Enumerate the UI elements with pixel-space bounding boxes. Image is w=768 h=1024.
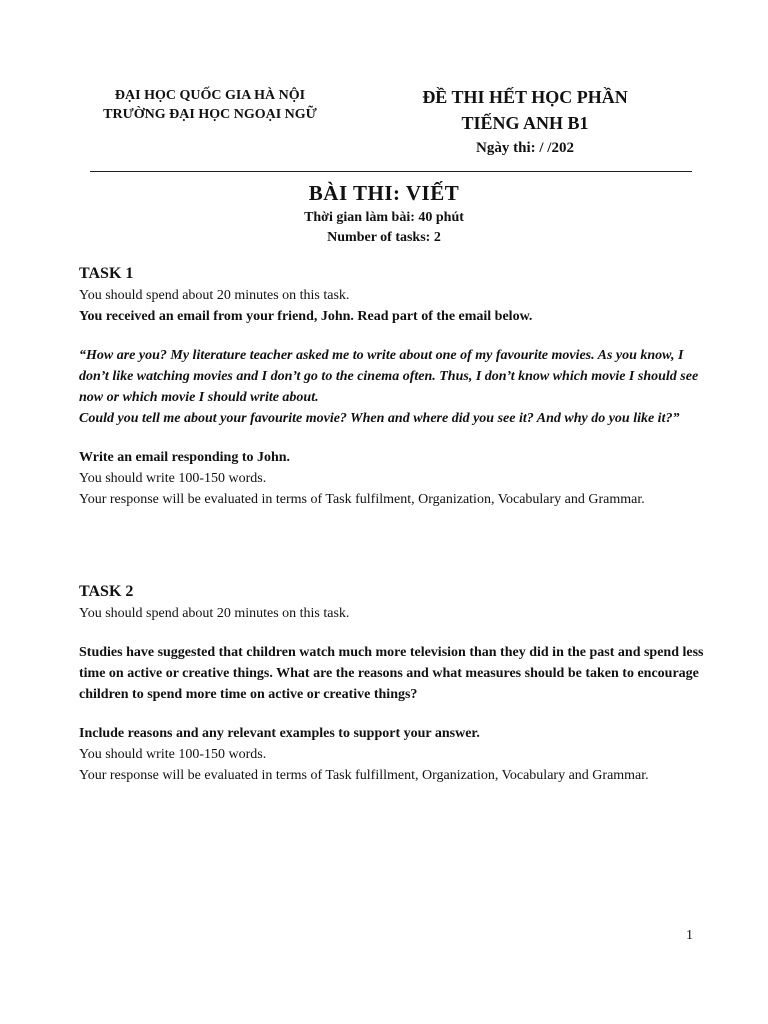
- exam-section-title: BÀI THI: VIẾT: [308, 181, 460, 205]
- spacer: [79, 624, 709, 642]
- task-2-time-note: You should spend about 20 minutes on this task.: [79, 606, 350, 621]
- university-name: ĐẠI HỌC QUỐC GIA HÀ NỘI: [114, 88, 306, 103]
- task-1-section: [79, 263, 709, 510]
- exam-info: [0, 178, 768, 248]
- school-name: TRƯỜNG ĐẠI HỌC NGOẠI NGỮ: [103, 107, 317, 122]
- task-2-heading: TASK 2: [79, 583, 134, 600]
- task-2-section: [79, 581, 709, 786]
- course-name: TIẾNG ANH B1: [461, 113, 589, 133]
- exam-duration: Thời gian làm bài: 40 phút: [304, 210, 464, 225]
- task-2-evaluation: Your response will be evaluated in terms of Task fulfillment, Organization, Vocabulary and Grammar.: [79, 768, 649, 783]
- task-1-instruction: You received an email from your friend, John. Read part of the email below.: [79, 309, 533, 324]
- task-2-essay-prompt: Studies have suggested that children watch much more television than they did in the past and spend less time on active or creative things. What are the reasons and what measures should be taken to encourage children to spend more time on active or creative things?: [79, 645, 704, 702]
- spacer: [79, 429, 709, 447]
- task-1-time-note: You should spend about 20 minutes on this task.: [79, 288, 350, 303]
- number-of-tasks: Number of tasks: 2: [327, 230, 441, 245]
- task-1-prompt: Write an email responding to John.: [79, 450, 291, 465]
- email-excerpt-paragraph-2: Could you tell me about your favourite movie? When and where did you see it? And why do you like it?”: [79, 411, 680, 426]
- exam-header: [380, 84, 670, 160]
- spacer: [79, 327, 709, 345]
- task-2-support-note: Include reasons and any relevant examples to support your answer.: [79, 726, 480, 741]
- institution-header: [70, 86, 350, 124]
- email-excerpt-paragraph-1: “How are you? My literature teacher asked me to write about one of my favourite movies. As you know, I don’t like watching movies and I don’t go to the cinema often. Thus, I don’t know which movie I should see now or which movie I should write about.: [79, 348, 699, 405]
- spacer: [79, 705, 709, 723]
- header-divider: [90, 171, 692, 172]
- task-1-heading: TASK 1: [79, 265, 134, 282]
- task-2-word-count: You should write 100-150 words.: [79, 747, 267, 762]
- task-1-word-count: You should write 100-150 words.: [79, 471, 267, 486]
- page-number: 1: [686, 928, 693, 943]
- exam-date: Ngày thi: / /202: [476, 140, 574, 156]
- task-1-evaluation: Your response will be evaluated in terms of Task fulfilment, Organization, Vocabulary and Grammar.: [79, 492, 645, 507]
- exam-title: ĐỀ THI HẾT HỌC PHẦN: [422, 87, 628, 107]
